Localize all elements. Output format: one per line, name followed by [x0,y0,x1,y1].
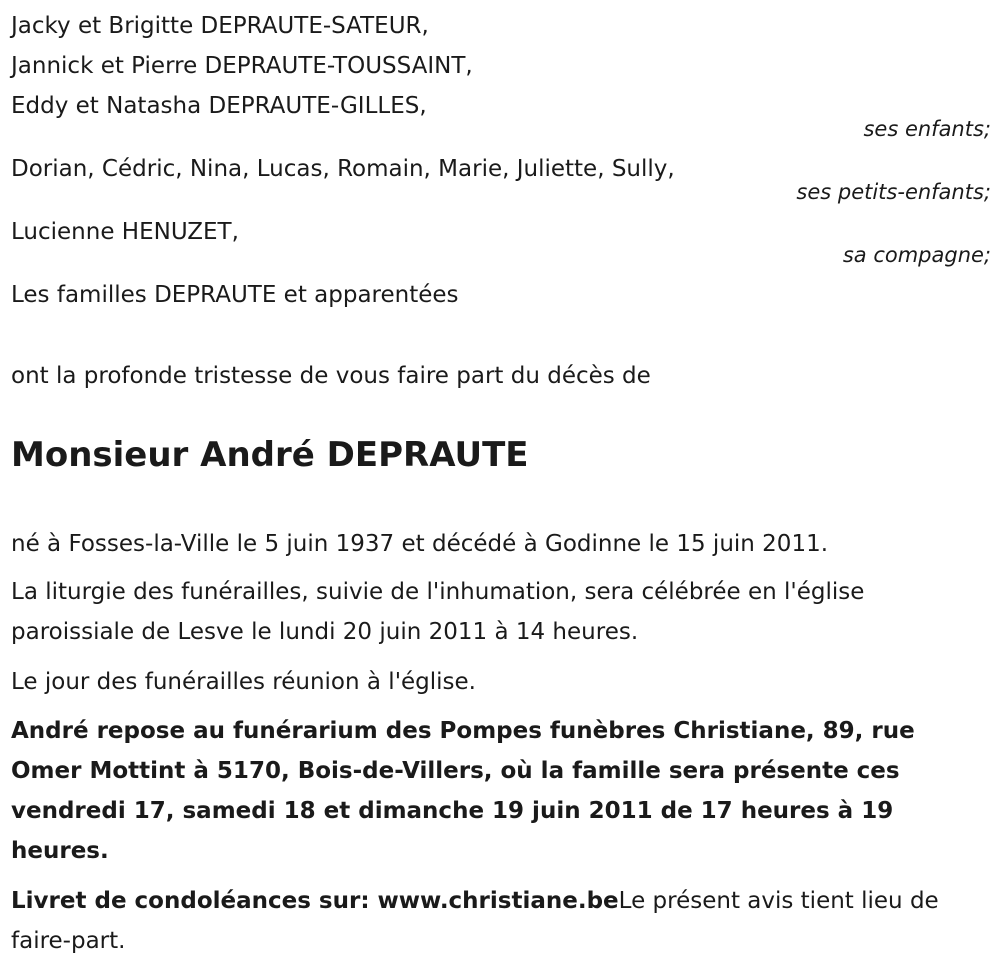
child-line-1: Jacky et Brigitte DEPRAUTE-SATEUR, [11,13,429,39]
liturgy-paragraph: La liturgie des funérailles, suivie de l'inhumation, sera célébrée en l'église paroissiale de Lesve le lundi 20 juin 2011 à 14 heures. [11,579,865,645]
child-line-2: Jannick et Pierre DEPRAUTE-TOUSSAINT, [11,53,473,79]
child-line-3: Eddy et Natasha DEPRAUTE-GILLES, [11,93,427,119]
meeting-line: Le jour des funérailles réunion à l'église. [11,669,476,695]
condolences-label: Livret de condoléances sur: www.christiane.be [11,888,619,914]
companion-role: sa compagne; [842,243,991,267]
deceased-name: Monsieur André DEPRAUTE [11,435,529,475]
grandchildren-role: ses petits-enfants; [796,180,991,204]
condolences-note: Le présent avis tient lieu de faire-part. [11,888,939,954]
grandchildren-line: Dorian, Cédric, Nina, Lucas, Romain, Marie, Juliette, Sully, [11,156,675,182]
obituary-notice [11,0,991,975]
funeral-home-paragraph: André repose au funérarium des Pompes funèbres Christiane, 89, rue Omer Mottint à 5170, Bois-de-Villers, où la famille sera présente ces vendredi 17, samedi 18 et dimanche 19 juin 2011 de 17 heures à 19 heures. [11,718,915,864]
condolences-paragraph [11,881,986,961]
announcement-line: ont la profonde tristesse de vous faire part du décès de [11,363,651,389]
birth-death-line: né à Fosses-la-Ville le 5 juin 1937 et décédé à Godinne le 15 juin 2011. [11,531,829,557]
families-line: Les familles DEPRAUTE et apparentées [11,282,459,308]
companion-line: Lucienne HENUZET, [11,219,239,245]
children-role: ses enfants; [863,117,991,141]
